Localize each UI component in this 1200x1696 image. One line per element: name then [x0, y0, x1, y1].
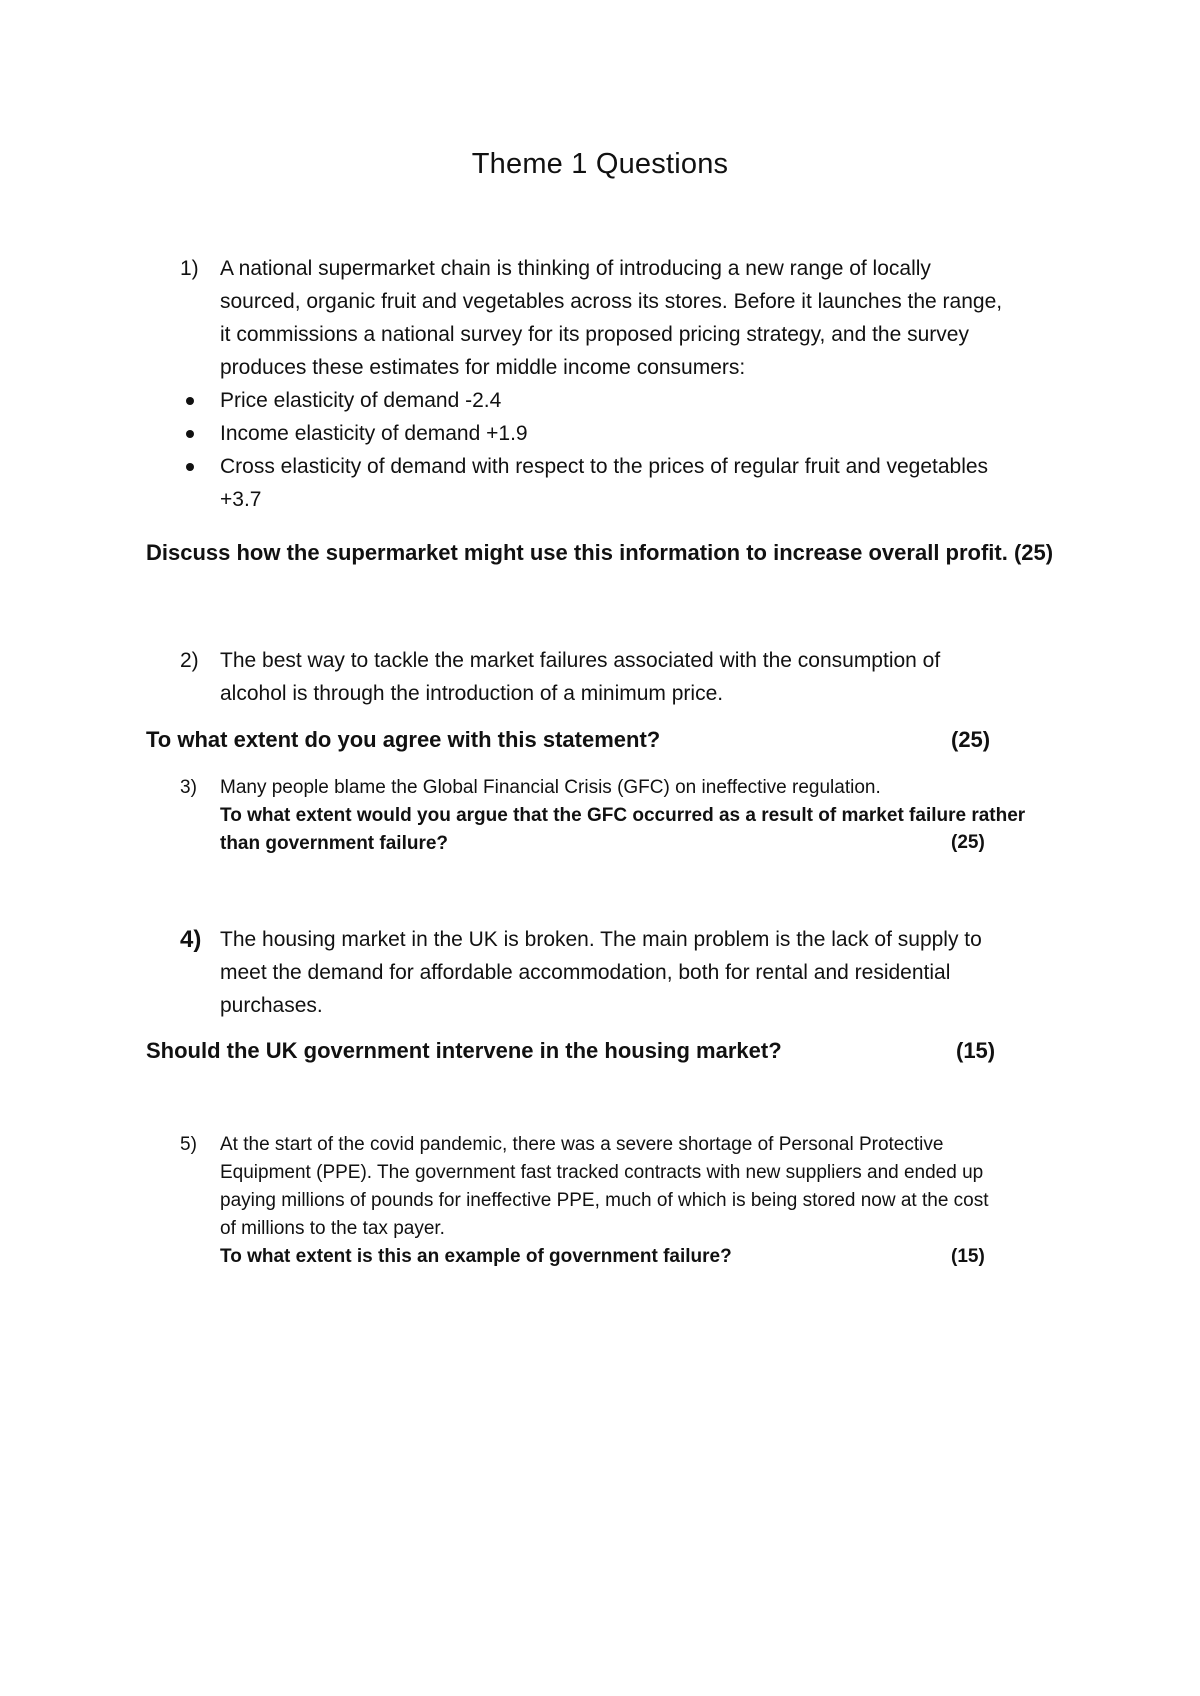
question-1-text-line-1: A national supermarket chain is thinking of introducing a new range of locally	[220, 257, 931, 280]
bullet-icon	[186, 430, 194, 438]
question-1-text-line-3: it commissions a national survey for its proposed pricing strategy, and the survey	[220, 323, 969, 346]
question-4-number: 4)	[180, 926, 202, 953]
question-3-prompt-line-2: than government failure?	[220, 833, 449, 854]
question-2-number: 2)	[180, 649, 199, 672]
question-1-text-line-4: produces these estimates for middle income consumers:	[220, 356, 746, 379]
question-3-text: Many people blame the Global Financial Crisis (GFC) on ineffective regulation.	[220, 777, 881, 798]
question-5-prompt: To what extent is this an example of government failure?	[220, 1246, 732, 1267]
question-4-text-line-1: The housing market in the UK is broken. The main problem is the lack of supply to	[220, 928, 982, 951]
question-4-text-line-2: meet the demand for affordable accommodation, both for rental and residential	[220, 961, 951, 984]
question-5-text-line-3: paying millions of pounds for ineffective PPE, much of which is being stored now at the cost	[220, 1190, 989, 1211]
question-2-prompt: To what extent do you agree with this statement?	[146, 727, 661, 752]
question-4-text-line-3: purchases.	[220, 994, 323, 1017]
question-1-prompt: Discuss how the supermarket might use this information to increase overall profit. (25)	[146, 540, 1054, 565]
question-3	[146, 774, 1066, 858]
list-item: Income elasticity of demand +1.9	[146, 417, 1066, 450]
question-2-text-line-1: The best way to tackle the market failures associated with the consumption of	[220, 649, 941, 672]
question-5-text-line-2: Equipment (PPE). The government fast tracked contracts with new suppliers and ended up	[220, 1162, 984, 1183]
question-5-text-line-4: of millions to the tax payer.	[220, 1218, 445, 1239]
question-2	[146, 644, 1066, 710]
list-item: Cross elasticity of demand with respect to the prices of regular fruit and vegetables	[146, 450, 1066, 483]
question-3-marks: (25)	[951, 832, 985, 853]
question-5-text-line-1: At the start of the covid pandemic, there was a severe shortage of Personal Protective	[220, 1134, 944, 1155]
page-title: Theme 1 Questions	[471, 148, 729, 180]
question-3-prompt-line-1: To what extent would you argue that the GFC occurred as a result of market failure rather	[220, 805, 1026, 826]
question-5-marks: (15)	[951, 1246, 985, 1267]
question-1-number: 1)	[180, 257, 199, 280]
question-4	[146, 923, 1066, 1022]
bullet-icon	[186, 463, 194, 471]
question-1-line	[146, 252, 1066, 285]
question-2-text-line-2: alcohol is through the introduction of a minimum price.	[220, 682, 724, 705]
list-item-continuation: +3.7	[220, 488, 262, 511]
elasticity-list	[146, 384, 1066, 516]
question-5-number: 5)	[180, 1134, 197, 1155]
question-2-marks: (25)	[951, 727, 991, 752]
question-4-marks: (15)	[956, 1038, 996, 1063]
question-1	[146, 252, 1066, 516]
bullet-icon	[186, 397, 194, 405]
list-item: Price elasticity of demand -2.4	[146, 384, 1066, 417]
question-5	[146, 1131, 1066, 1271]
question-3-number: 3)	[180, 777, 197, 798]
question-1-text-line-2: sourced, organic fruit and vegetables across its stores. Before it launches the range,	[220, 290, 1003, 313]
question-4-prompt: Should the UK government intervene in the housing market?	[146, 1038, 782, 1063]
